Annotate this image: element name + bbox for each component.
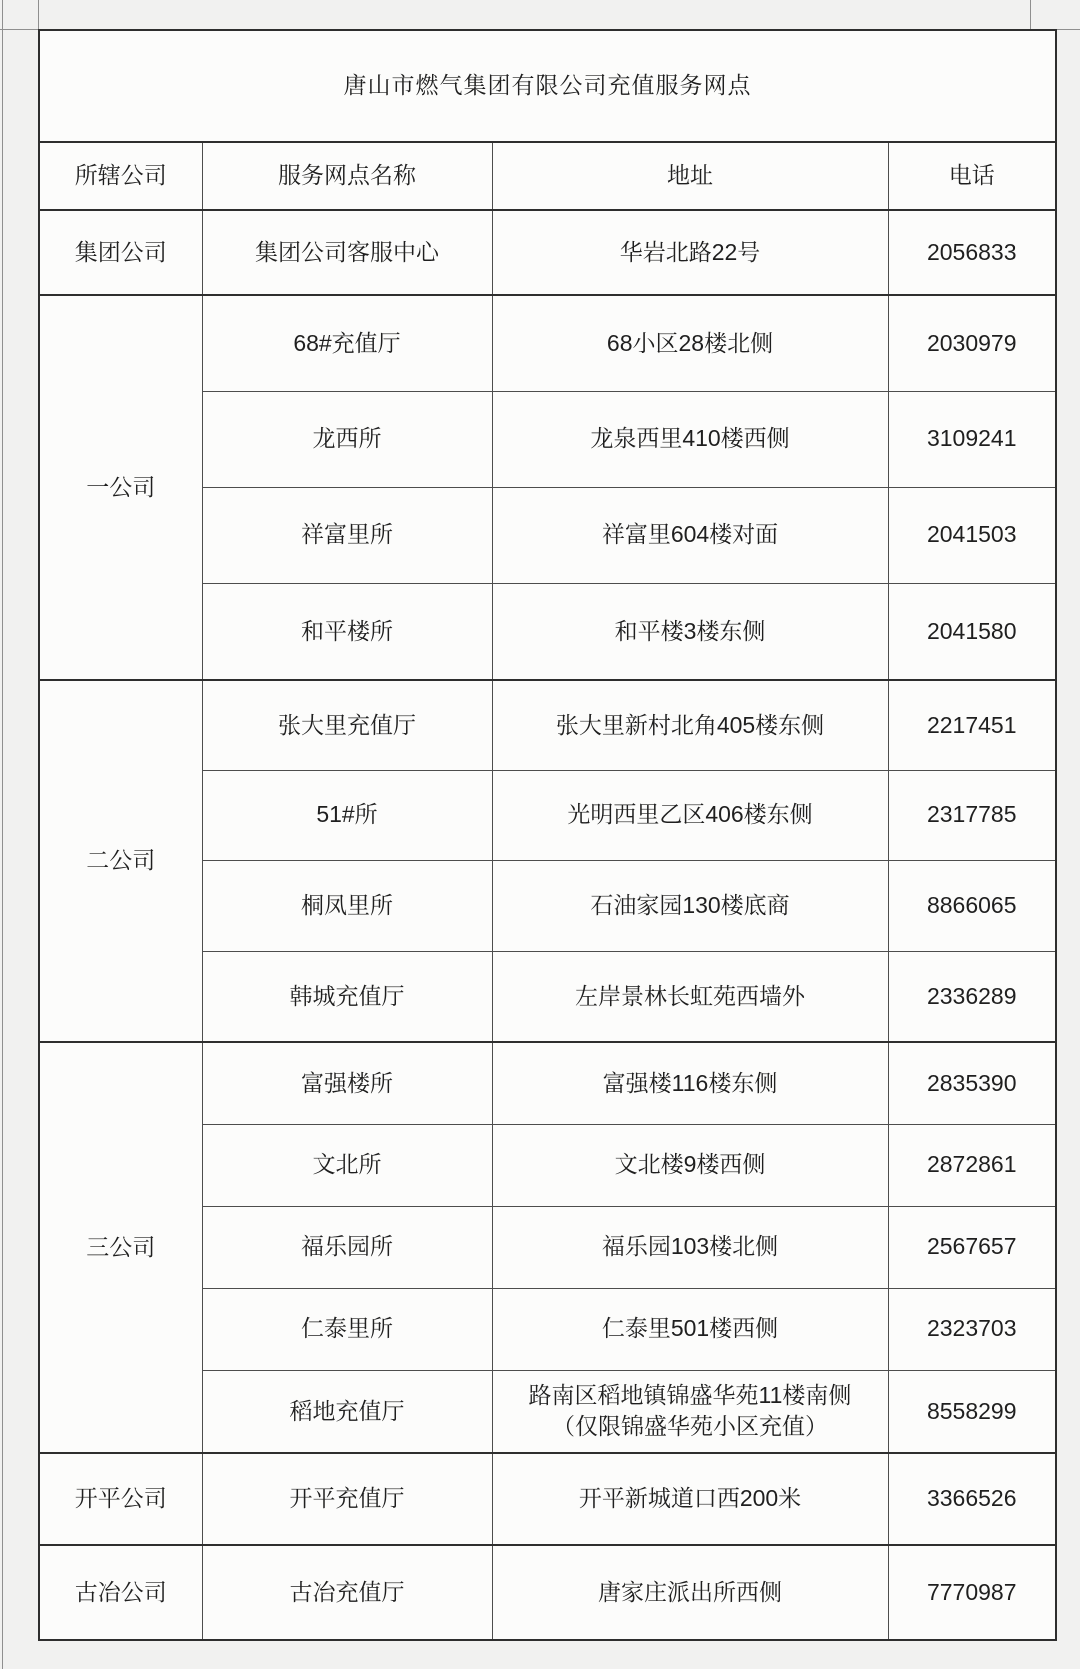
- address-cell: 68小区28楼北侧: [492, 295, 888, 391]
- site-name-cell: 福乐园所: [202, 1206, 492, 1288]
- site-name-cell: 桐凤里所: [202, 860, 492, 951]
- site-name-cell: 集团公司客服中心: [202, 210, 492, 295]
- address-cell: 祥富里604楼对面: [492, 487, 888, 583]
- site-name-cell: 仁泰里所: [202, 1288, 492, 1370]
- background-gridline-left: [2, 0, 3, 1669]
- address-cell: 仁泰里501楼西侧: [492, 1288, 888, 1370]
- address-cell: 石油家园130楼底商: [492, 860, 888, 951]
- phone-cell: 7770987: [888, 1545, 1056, 1640]
- address-cell: 文北楼9楼西侧: [492, 1124, 888, 1206]
- phone-cell: 2872861: [888, 1124, 1056, 1206]
- phone-cell: 2336289: [888, 951, 1056, 1042]
- address-cell: 龙泉西里410楼西侧: [492, 391, 888, 487]
- table-row: [39, 210, 1056, 295]
- phone-cell: 3366526: [888, 1453, 1056, 1545]
- address-cell: 左岸景林长虹苑西墙外: [492, 951, 888, 1042]
- column-header-phone: 电话: [888, 142, 1056, 210]
- site-name-cell: 稻地充值厅: [202, 1370, 492, 1453]
- company-cell: 古冶公司: [39, 1545, 202, 1640]
- phone-cell: 2056833: [888, 210, 1056, 295]
- column-header-company: 所辖公司: [39, 142, 202, 210]
- column-header-address: 地址: [492, 142, 888, 210]
- address-cell: 福乐园103楼北侧: [492, 1206, 888, 1288]
- phone-cell: 2041580: [888, 583, 1056, 680]
- address-cell: [492, 1370, 888, 1453]
- address-line-2: （仅限锦盛华苑小区充值）: [552, 1413, 828, 1440]
- phone-cell: 8558299: [888, 1370, 1056, 1453]
- site-name-cell: 祥富里所: [202, 487, 492, 583]
- title-row: [39, 30, 1056, 142]
- site-name-cell: 51#所: [202, 770, 492, 860]
- table-row: [39, 1453, 1056, 1545]
- column-header-site-name: 服务网点名称: [202, 142, 492, 210]
- service-network-table: [38, 29, 1057, 1641]
- address-cell: 和平楼3楼东侧: [492, 583, 888, 680]
- address-cell: 富强楼116楼东侧: [492, 1042, 888, 1124]
- address-cell: 华岩北路22号: [492, 210, 888, 295]
- phone-cell: 2835390: [888, 1042, 1056, 1124]
- company-cell: 三公司: [39, 1042, 202, 1453]
- address-cell: 张大里新村北角405楼东侧: [492, 680, 888, 770]
- site-name-cell: 和平楼所: [202, 583, 492, 680]
- phone-cell: 2323703: [888, 1288, 1056, 1370]
- header-row: [39, 142, 1056, 210]
- table-row: [39, 680, 1056, 770]
- company-cell: 二公司: [39, 680, 202, 1042]
- address-cell: 开平新城道口西200米: [492, 1453, 888, 1545]
- phone-cell: 8866065: [888, 860, 1056, 951]
- background-gridline-top-right: [1030, 0, 1031, 29]
- phone-cell: 2041503: [888, 487, 1056, 583]
- company-cell: 一公司: [39, 295, 202, 680]
- site-name-cell: 韩城充值厅: [202, 951, 492, 1042]
- phone-cell: 2030979: [888, 295, 1056, 391]
- address-cell: 光明西里乙区406楼东侧: [492, 770, 888, 860]
- phone-cell: 2567657: [888, 1206, 1056, 1288]
- company-cell: 集团公司: [39, 210, 202, 295]
- site-name-cell: 富强楼所: [202, 1042, 492, 1124]
- phone-cell: 3109241: [888, 391, 1056, 487]
- site-name-cell: 文北所: [202, 1124, 492, 1206]
- phone-cell: 2217451: [888, 680, 1056, 770]
- table-row: [39, 1042, 1056, 1124]
- address-line-1: 路南区稻地镇锦盛华苑11楼南侧: [528, 1382, 852, 1409]
- background-gridline-top-left: [38, 0, 39, 29]
- site-name-cell: 龙西所: [202, 391, 492, 487]
- phone-cell: 2317785: [888, 770, 1056, 860]
- table-title: 唐山市燃气集团有限公司充值服务网点: [39, 30, 1056, 142]
- company-cell: 开平公司: [39, 1453, 202, 1545]
- table-row: [39, 1545, 1056, 1640]
- site-name-cell: 68#充值厅: [202, 295, 492, 391]
- site-name-cell: 开平充值厅: [202, 1453, 492, 1545]
- address-cell: 唐家庄派出所西侧: [492, 1545, 888, 1640]
- site-name-cell: 张大里充值厅: [202, 680, 492, 770]
- table-row: [39, 295, 1056, 391]
- site-name-cell: 古冶充值厅: [202, 1545, 492, 1640]
